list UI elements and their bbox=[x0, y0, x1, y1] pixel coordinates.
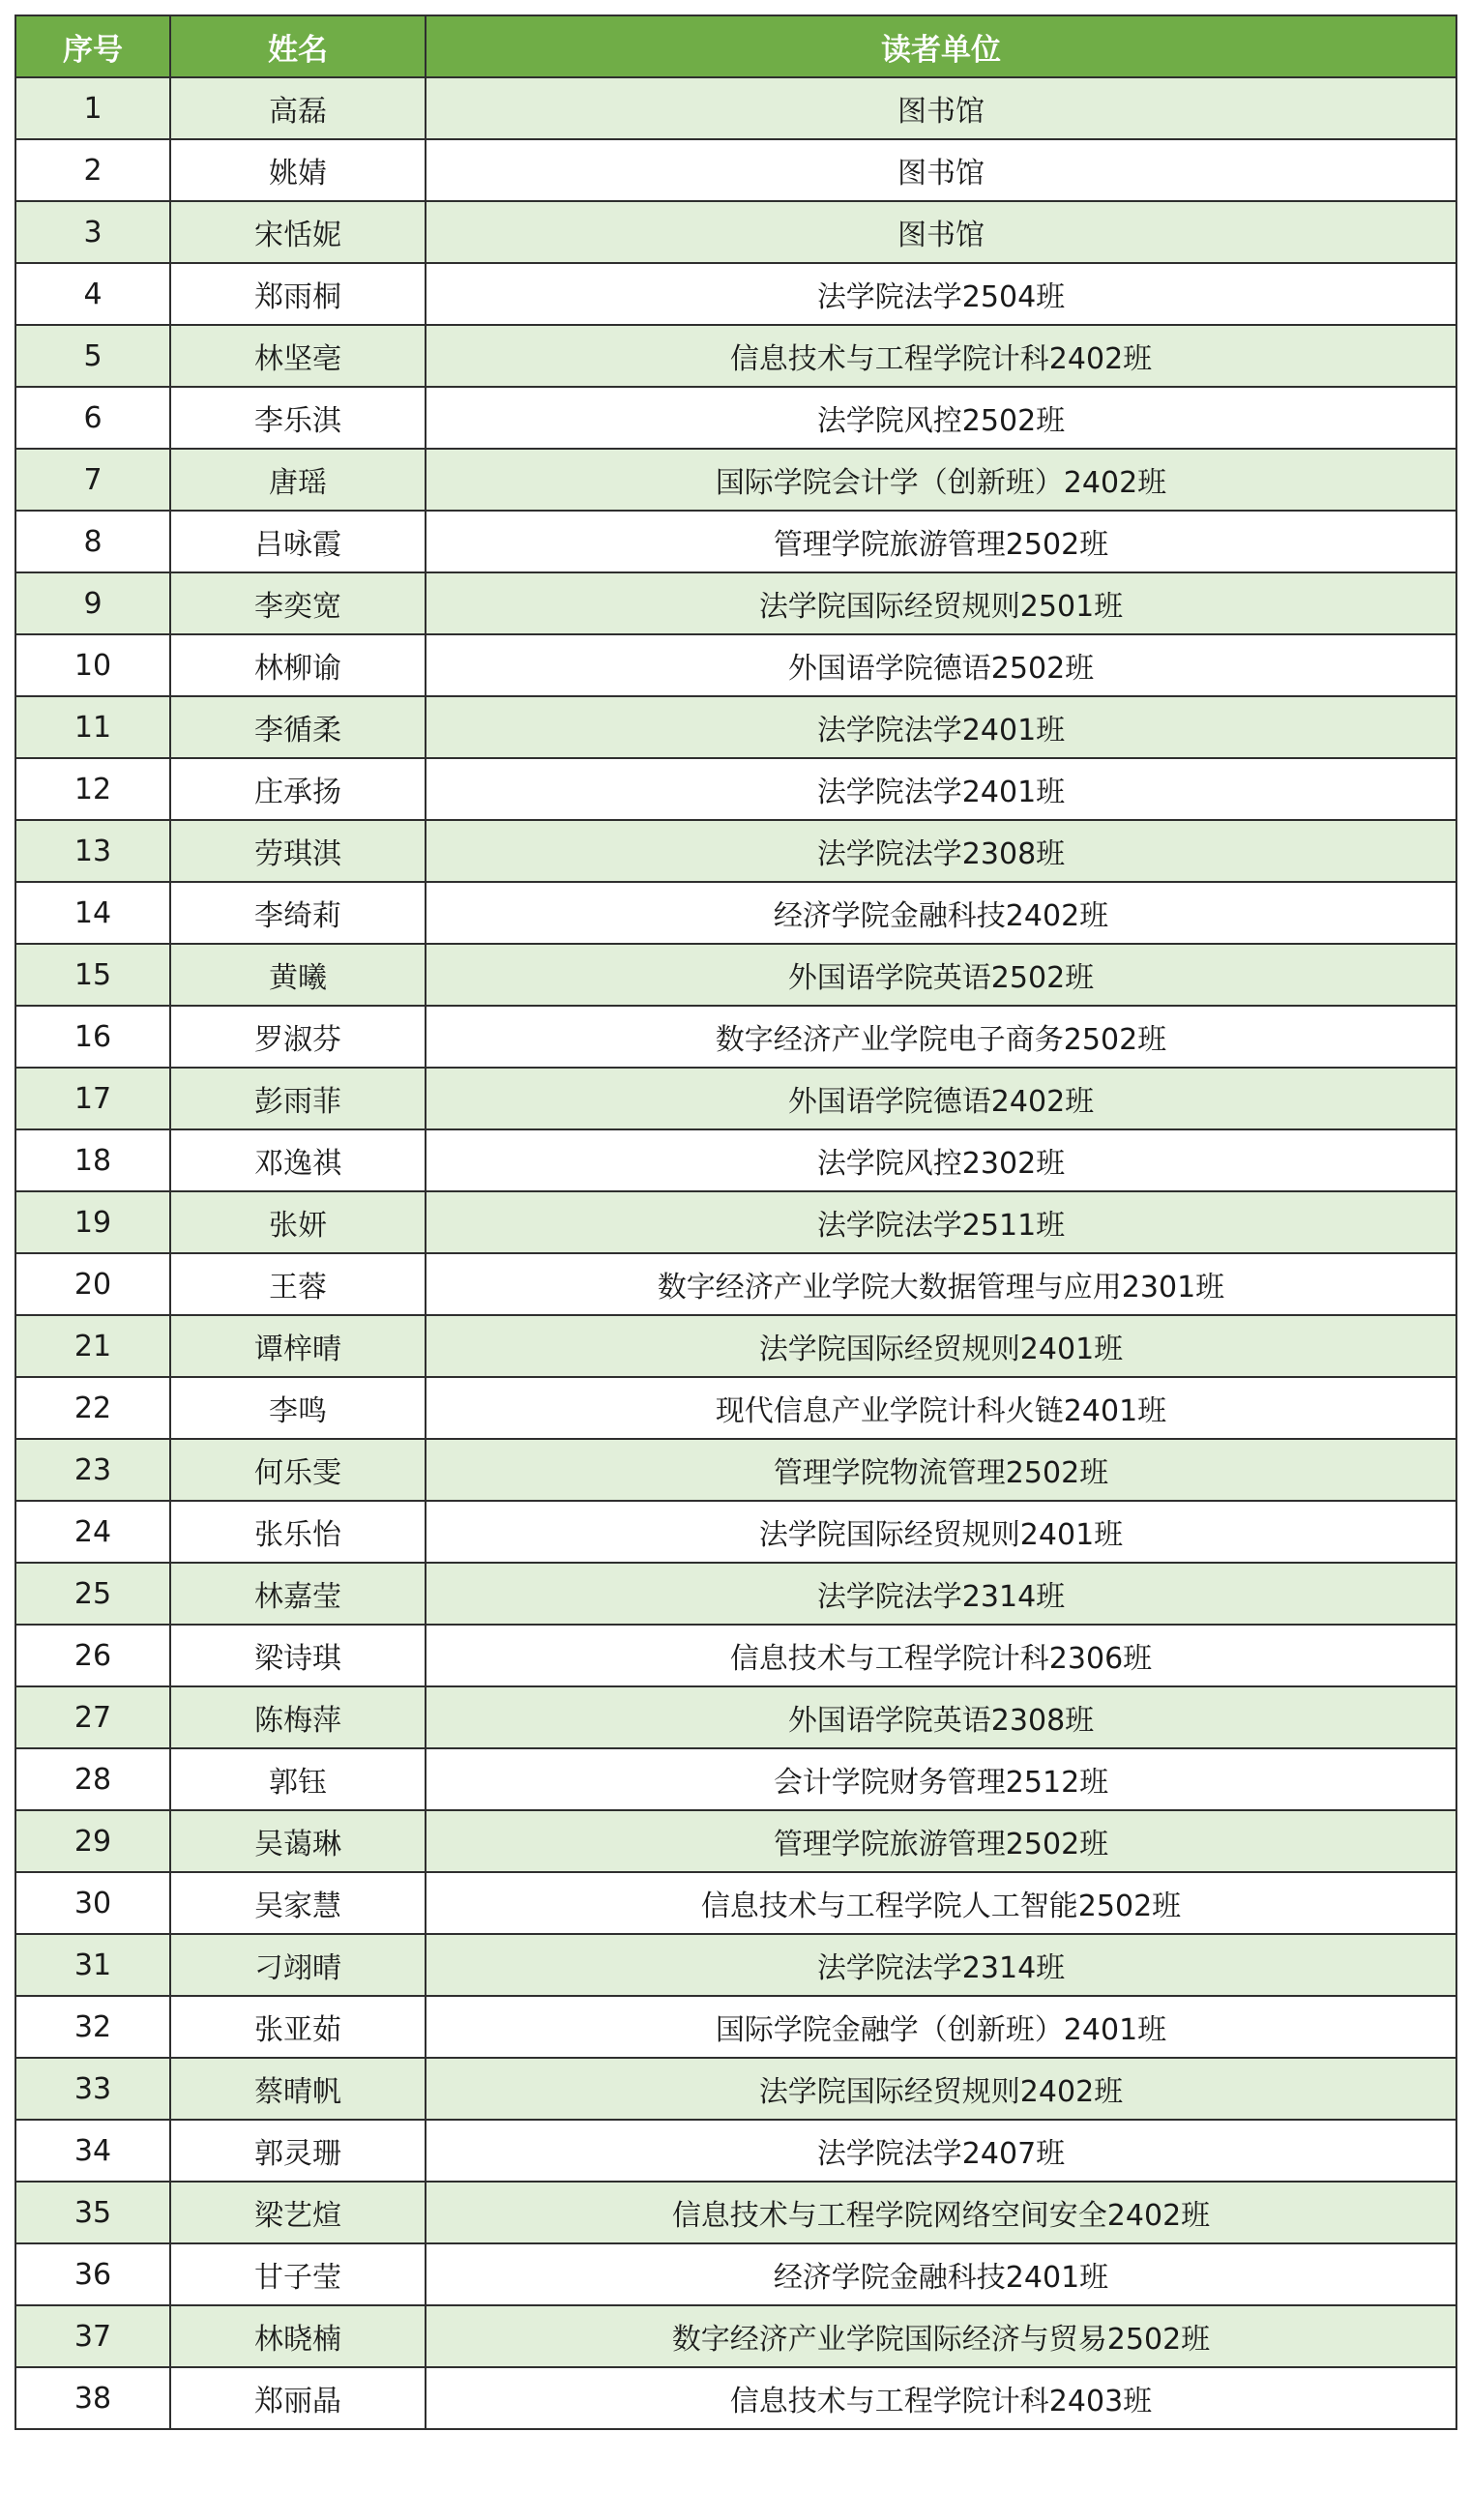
table-row bbox=[15, 1006, 1456, 1068]
table-row bbox=[15, 1625, 1456, 1686]
cell-serial-number: 18 bbox=[15, 1129, 170, 1191]
cell-name: 吴蔼琳 bbox=[170, 1810, 426, 1872]
cell-reader-unit: 法学院法学2401班 bbox=[426, 758, 1456, 820]
cell-reader-unit: 经济学院金融科技2401班 bbox=[426, 2243, 1456, 2305]
cell-name: 李绮莉 bbox=[170, 882, 426, 944]
cell-name: 林晓楠 bbox=[170, 2305, 426, 2367]
table-row bbox=[15, 1439, 1456, 1501]
cell-reader-unit: 法学院法学2314班 bbox=[426, 1934, 1456, 1996]
table-row bbox=[15, 2305, 1456, 2367]
cell-name: 王蓉 bbox=[170, 1253, 426, 1315]
cell-serial-number: 32 bbox=[15, 1996, 170, 2058]
cell-reader-unit: 图书馆 bbox=[426, 77, 1456, 139]
cell-name: 劳琪淇 bbox=[170, 820, 426, 882]
cell-serial-number: 36 bbox=[15, 2243, 170, 2305]
cell-reader-unit: 法学院风控2302班 bbox=[426, 1129, 1456, 1191]
cell-name: 李循柔 bbox=[170, 696, 426, 758]
cell-serial-number: 35 bbox=[15, 2182, 170, 2243]
cell-name: 蔡晴帆 bbox=[170, 2058, 426, 2120]
table-row bbox=[15, 1563, 1456, 1625]
cell-serial-number: 21 bbox=[15, 1315, 170, 1377]
cell-serial-number: 3 bbox=[15, 201, 170, 263]
table-row bbox=[15, 820, 1456, 882]
cell-serial-number: 6 bbox=[15, 387, 170, 449]
cell-name: 吕咏霞 bbox=[170, 511, 426, 572]
cell-reader-unit: 法学院国际经贸规则2501班 bbox=[426, 572, 1456, 634]
cell-reader-unit: 外国语学院英语2308班 bbox=[426, 1686, 1456, 1748]
cell-reader-unit: 外国语学院德语2502班 bbox=[426, 634, 1456, 696]
cell-reader-unit: 法学院法学2401班 bbox=[426, 696, 1456, 758]
cell-serial-number: 27 bbox=[15, 1686, 170, 1748]
header-serial-number: 序号 bbox=[15, 15, 170, 77]
table-row bbox=[15, 1253, 1456, 1315]
cell-reader-unit: 数字经济产业学院电子商务2502班 bbox=[426, 1006, 1456, 1068]
cell-reader-unit: 数字经济产业学院国际经济与贸易2502班 bbox=[426, 2305, 1456, 2367]
cell-reader-unit: 国际学院金融学（创新班）2401班 bbox=[426, 1996, 1456, 2058]
cell-name: 张妍 bbox=[170, 1191, 426, 1253]
table-row bbox=[15, 325, 1456, 387]
table-row bbox=[15, 1068, 1456, 1129]
cell-name: 李鸣 bbox=[170, 1377, 426, 1439]
cell-serial-number: 16 bbox=[15, 1006, 170, 1068]
cell-name: 梁艺煊 bbox=[170, 2182, 426, 2243]
cell-reader-unit: 管理学院旅游管理2502班 bbox=[426, 511, 1456, 572]
table-row bbox=[15, 263, 1456, 325]
cell-reader-unit: 法学院国际经贸规则2401班 bbox=[426, 1315, 1456, 1377]
cell-reader-unit: 法学院国际经贸规则2401班 bbox=[426, 1501, 1456, 1563]
table-row bbox=[15, 387, 1456, 449]
cell-serial-number: 33 bbox=[15, 2058, 170, 2120]
table-row bbox=[15, 572, 1456, 634]
cell-reader-unit: 信息技术与工程学院网络空间安全2402班 bbox=[426, 2182, 1456, 2243]
cell-serial-number: 30 bbox=[15, 1872, 170, 1934]
cell-name: 姚婧 bbox=[170, 139, 426, 201]
cell-reader-unit: 法学院法学2308班 bbox=[426, 820, 1456, 882]
cell-name: 高磊 bbox=[170, 77, 426, 139]
cell-reader-unit: 法学院国际经贸规则2402班 bbox=[426, 2058, 1456, 2120]
cell-serial-number: 13 bbox=[15, 820, 170, 882]
table-row bbox=[15, 2243, 1456, 2305]
cell-name: 林柳谕 bbox=[170, 634, 426, 696]
cell-name: 郭钰 bbox=[170, 1748, 426, 1810]
table-row bbox=[15, 1872, 1456, 1934]
table-row bbox=[15, 1810, 1456, 1872]
cell-name: 郑丽晶 bbox=[170, 2367, 426, 2429]
table-row bbox=[15, 77, 1456, 139]
header-row bbox=[15, 15, 1456, 77]
cell-serial-number: 15 bbox=[15, 944, 170, 1006]
cell-serial-number: 29 bbox=[15, 1810, 170, 1872]
table-row bbox=[15, 1686, 1456, 1748]
table-row bbox=[15, 139, 1456, 201]
cell-serial-number: 31 bbox=[15, 1934, 170, 1996]
cell-serial-number: 26 bbox=[15, 1625, 170, 1686]
cell-name: 张亚茹 bbox=[170, 1996, 426, 2058]
cell-reader-unit: 信息技术与工程学院计科2402班 bbox=[426, 325, 1456, 387]
table-row bbox=[15, 1748, 1456, 1810]
cell-reader-unit: 法学院法学2407班 bbox=[426, 2120, 1456, 2182]
cell-serial-number: 7 bbox=[15, 449, 170, 511]
cell-serial-number: 28 bbox=[15, 1748, 170, 1810]
cell-name: 张乐怡 bbox=[170, 1501, 426, 1563]
cell-reader-unit: 法学院法学2314班 bbox=[426, 1563, 1456, 1625]
cell-name: 黄曦 bbox=[170, 944, 426, 1006]
cell-serial-number: 23 bbox=[15, 1439, 170, 1501]
cell-reader-unit: 信息技术与工程学院计科2306班 bbox=[426, 1625, 1456, 1686]
cell-serial-number: 17 bbox=[15, 1068, 170, 1129]
cell-name: 甘子莹 bbox=[170, 2243, 426, 2305]
cell-reader-unit: 管理学院旅游管理2502班 bbox=[426, 1810, 1456, 1872]
table-row bbox=[15, 1934, 1456, 1996]
cell-serial-number: 37 bbox=[15, 2305, 170, 2367]
cell-name: 宋恬妮 bbox=[170, 201, 426, 263]
cell-serial-number: 19 bbox=[15, 1191, 170, 1253]
cell-serial-number: 14 bbox=[15, 882, 170, 944]
cell-serial-number: 12 bbox=[15, 758, 170, 820]
table-row bbox=[15, 2367, 1456, 2429]
table-row bbox=[15, 1191, 1456, 1253]
cell-serial-number: 34 bbox=[15, 2120, 170, 2182]
cell-name: 吴家慧 bbox=[170, 1872, 426, 1934]
cell-reader-unit: 国际学院会计学（创新班）2402班 bbox=[426, 449, 1456, 511]
cell-serial-number: 9 bbox=[15, 572, 170, 634]
table-row bbox=[15, 1377, 1456, 1439]
table-header bbox=[15, 15, 1456, 77]
cell-reader-unit: 经济学院金融科技2402班 bbox=[426, 882, 1456, 944]
cell-name: 何乐雯 bbox=[170, 1439, 426, 1501]
cell-serial-number: 22 bbox=[15, 1377, 170, 1439]
table-row bbox=[15, 511, 1456, 572]
cell-name: 林坚亳 bbox=[170, 325, 426, 387]
cell-serial-number: 24 bbox=[15, 1501, 170, 1563]
cell-serial-number: 2 bbox=[15, 139, 170, 201]
header-name: 姓名 bbox=[170, 15, 426, 77]
cell-reader-unit: 信息技术与工程学院计科2403班 bbox=[426, 2367, 1456, 2429]
cell-reader-unit: 现代信息产业学院计科火链2401班 bbox=[426, 1377, 1456, 1439]
cell-serial-number: 4 bbox=[15, 263, 170, 325]
reader-list-table bbox=[15, 15, 1457, 2430]
table-row bbox=[15, 1129, 1456, 1191]
table-body bbox=[15, 77, 1456, 2429]
table-row bbox=[15, 758, 1456, 820]
table-row bbox=[15, 449, 1456, 511]
cell-serial-number: 10 bbox=[15, 634, 170, 696]
table-row bbox=[15, 1501, 1456, 1563]
cell-reader-unit: 法学院法学2511班 bbox=[426, 1191, 1456, 1253]
cell-name: 林嘉莹 bbox=[170, 1563, 426, 1625]
cell-name: 罗淑芬 bbox=[170, 1006, 426, 1068]
cell-serial-number: 20 bbox=[15, 1253, 170, 1315]
cell-reader-unit: 信息技术与工程学院人工智能2502班 bbox=[426, 1872, 1456, 1934]
cell-serial-number: 8 bbox=[15, 511, 170, 572]
table-row bbox=[15, 201, 1456, 263]
cell-name: 陈梅萍 bbox=[170, 1686, 426, 1748]
table-row bbox=[15, 944, 1456, 1006]
header-reader-unit: 读者单位 bbox=[426, 15, 1456, 77]
cell-reader-unit: 图书馆 bbox=[426, 139, 1456, 201]
cell-reader-unit: 外国语学院德语2402班 bbox=[426, 1068, 1456, 1129]
cell-name: 谭梓晴 bbox=[170, 1315, 426, 1377]
cell-name: 唐瑶 bbox=[170, 449, 426, 511]
cell-reader-unit: 管理学院物流管理2502班 bbox=[426, 1439, 1456, 1501]
cell-serial-number: 25 bbox=[15, 1563, 170, 1625]
table-row bbox=[15, 696, 1456, 758]
cell-name: 彭雨菲 bbox=[170, 1068, 426, 1129]
cell-serial-number: 38 bbox=[15, 2367, 170, 2429]
table-row bbox=[15, 882, 1456, 944]
cell-reader-unit: 图书馆 bbox=[426, 201, 1456, 263]
cell-reader-unit: 法学院风控2502班 bbox=[426, 387, 1456, 449]
cell-name: 邓逸祺 bbox=[170, 1129, 426, 1191]
cell-name: 李乐淇 bbox=[170, 387, 426, 449]
table-row bbox=[15, 2058, 1456, 2120]
cell-serial-number: 11 bbox=[15, 696, 170, 758]
table-row bbox=[15, 2120, 1456, 2182]
cell-name: 郭灵珊 bbox=[170, 2120, 426, 2182]
cell-name: 刁翊晴 bbox=[170, 1934, 426, 1996]
cell-serial-number: 1 bbox=[15, 77, 170, 139]
cell-reader-unit: 会计学院财务管理2512班 bbox=[426, 1748, 1456, 1810]
table-row bbox=[15, 1996, 1456, 2058]
table-row bbox=[15, 1315, 1456, 1377]
table-row bbox=[15, 634, 1456, 696]
cell-reader-unit: 外国语学院英语2502班 bbox=[426, 944, 1456, 1006]
table-row bbox=[15, 2182, 1456, 2243]
cell-reader-unit: 法学院法学2504班 bbox=[426, 263, 1456, 325]
cell-serial-number: 5 bbox=[15, 325, 170, 387]
cell-name: 郑雨桐 bbox=[170, 263, 426, 325]
cell-name: 梁诗琪 bbox=[170, 1625, 426, 1686]
cell-name: 李奕宽 bbox=[170, 572, 426, 634]
cell-name: 庄承扬 bbox=[170, 758, 426, 820]
cell-reader-unit: 数字经济产业学院大数据管理与应用2301班 bbox=[426, 1253, 1456, 1315]
